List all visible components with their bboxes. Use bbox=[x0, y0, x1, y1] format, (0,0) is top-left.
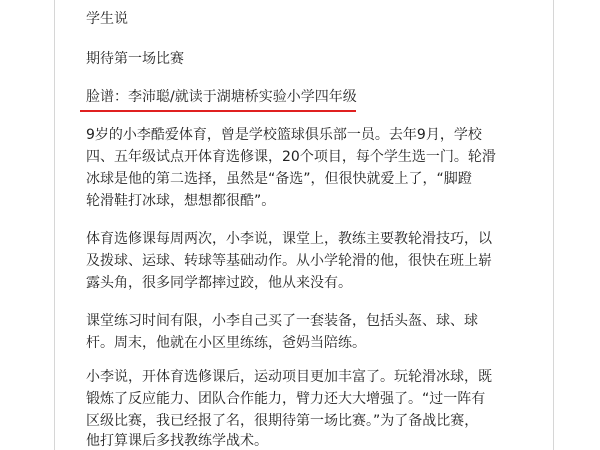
paragraph-4-line: 小李说，开体育选修课后，运动项目更加丰富了。玩轮滑冰球，既 bbox=[86, 369, 492, 385]
profile-underline bbox=[80, 110, 356, 112]
paragraph-4-line: 锻炼了反应能力、团队合作能力，臂力还大大增强了。“过一阵有 bbox=[86, 391, 486, 407]
paragraph-1-line: 四、五年级试点开体育选修课，20个项目，每个学生选一门。轮滑 bbox=[86, 149, 496, 165]
paragraph-3-line: 杆。周末，他就在小区里练练，爸妈当陪练。 bbox=[86, 335, 366, 351]
paragraph-2-line: 体育选修课每周两次，小李说，课堂上，教练主要教轮滑技巧，以 bbox=[86, 231, 492, 247]
paragraph-4-line: 他打算课后多找教练学战术。 bbox=[86, 433, 268, 449]
article-subtitle: 期待第一场比赛 bbox=[86, 51, 184, 67]
paragraph-1-line: 9岁的小李酷爱体育，曾是学校篮球俱乐部一员。去年9月，学校 bbox=[86, 127, 482, 143]
paragraph-2-line: 及拨球、运球、转球等基础动作。从小学轮滑的他，很快在班上崭 bbox=[86, 253, 492, 269]
student-profile-line: 脸谱：李沛聪/就读于湖塘桥实验小学四年级 bbox=[86, 89, 357, 105]
paragraph-4-line: 区级比赛，我已经报了名，很期待第一场比赛。”为了备战比赛， bbox=[86, 413, 479, 429]
paragraph-2-line: 露头角，很多同学都摔过跤，他从来没有。 bbox=[86, 275, 352, 291]
paragraph-1-line: 轮滑鞋打冰球，想想都很酷”。 bbox=[86, 193, 276, 209]
section-heading: 学生说 bbox=[86, 11, 128, 27]
paragraph-3-line: 课堂练习时间有限，小李自己买了一套装备，包括头盔、球、球 bbox=[86, 313, 478, 329]
paragraph-1-line: 冰球是他的第二选择，虽然是“备选”，但很快就爱上了，“脚蹬 bbox=[86, 171, 472, 187]
